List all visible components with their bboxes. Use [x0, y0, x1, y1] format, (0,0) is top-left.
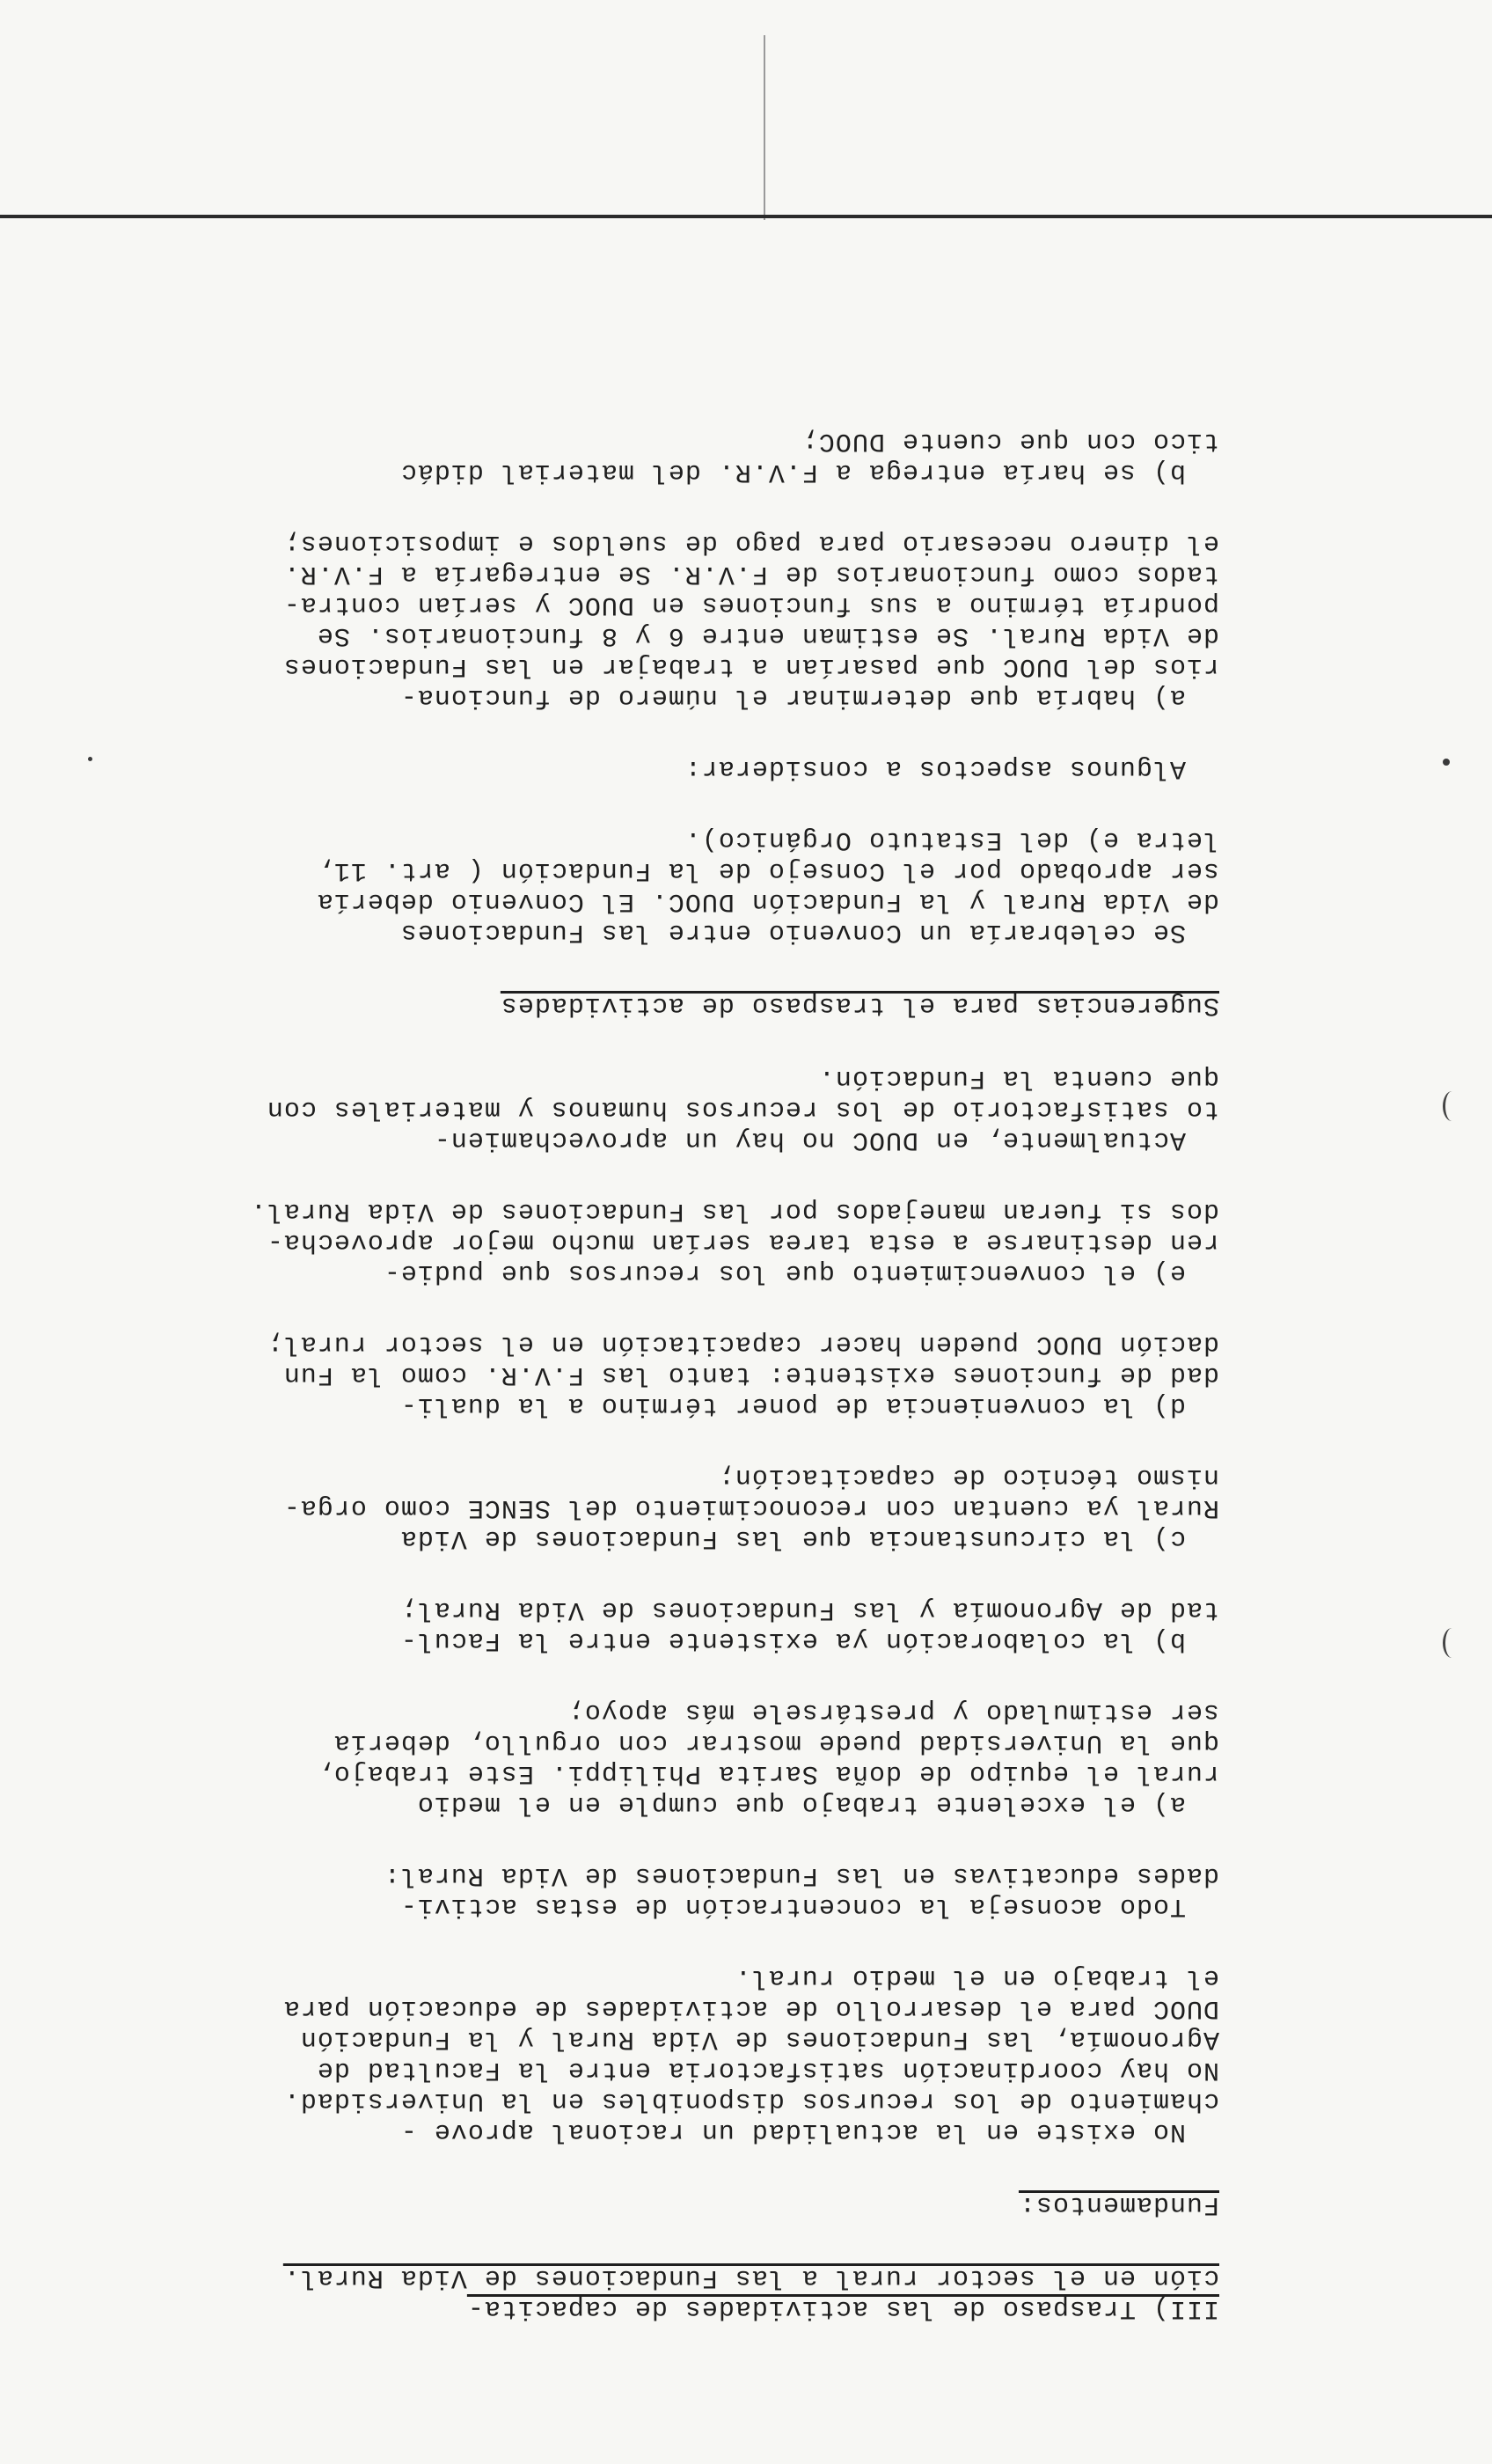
aspecto-item-b: b) se haría entrega a F.V.R. del material didác tico con que cuente DUOC;: [399, 426, 1219, 487]
punch-hole-mark: [1443, 1628, 1461, 1658]
section-title: III) Traspaso de las actividades de capacita- ción en el sector rural a las Fundaciones de Vida Rural.: [282, 2262, 1219, 2323]
reason-item-d: d) la conveniencia de poner término a la duali- dad de funciones existente: tanto las F.V.R. como la Fun dación DUOC pueden hacer capacitación en el sector rural;: [266, 1329, 1219, 1420]
convenio-paragraph: Se celebraría un Convenio entre las Fundaciones de Vida Rural y la Fundación DUOC. El Convenio debería ser aprobado por el Consejo de la Fundación ( art. 11, letra e) del Estatuto Orgánico).: [316, 825, 1219, 947]
aspectos-heading: Algunos aspectos a considerar:: [684, 753, 1219, 783]
reason-item-b: b) la colaboración ya existente entre la Facul- tad de Agronomía y las Fundaciones de Vida Rural;: [399, 1595, 1219, 1655]
fundamentos-heading: Fundamentos:: [1018, 2189, 1219, 2219]
scan-speck: [88, 757, 92, 761]
scan-speck: [1443, 759, 1450, 766]
conclusion-paragraph: Todo aconseja la concentración de estas activi- dades educativas en las Fundaciones de Vida Rural:: [383, 1860, 1219, 1921]
reason-item-c: c) la circunstancia que las Fundaciones de Vida Rural ya cuentan con reconocimiento del SENCE como orga- nismo técnico de capacitación;: [282, 1462, 1219, 1553]
sugerencias-heading: Sugerencias para el traspaso de actividades: [500, 990, 1219, 1020]
reason-item-e: e) el convencimiento que los recursos que pudie- ren destinarse a esta tarea serían mucho mejor aprovecha- dos si fueran manejados por las Fundaciones de Vida Rural.: [249, 1196, 1219, 1287]
reason-item-a: a) el excelente trabajo que cumple en el medio rural el equipo de doña Sarita Philippi. Este trabajo, que la Universidad puede mostrar con orgullo, debería ser estimulado y prestársele más apoyo;: [316, 1697, 1219, 1819]
punch-hole-mark: [1443, 1091, 1461, 1121]
aspecto-item-a: a) habría que determinar el número de funciona- rios del DUOC que pasarían a trabajar en las Fundaciones de Vida Rural. Se estiman entre 6 y 8 funcionarios. Se pondría término a sus funciones en DUOC y serían contra- tados como funcionarios de F.V.R. Se entregaría a F.V.R. el dinero necesario para pago de sueldos e imposiciones;: [282, 528, 1219, 712]
fundamentos-paragraph: No existe en la actualidad un racional aprove - chamiento de los recursos disponibles en la Universidad. No hay coordinación satisfactoria entre la Facultad de Agronomía, las Fundaciones de Vida Rural y la Fundación DUOC para el desarrollo de actividades de educación para el trabajo en el medio rural.: [282, 1962, 1219, 2146]
actualmente-paragraph: Actualmente, en DUOC no hay un aprovechamien- to satisfactorio de los recursos humanos y materiales con que cuenta la Fundación.: [266, 1063, 1219, 1155]
document-body: [225, 385, 1219, 2323]
